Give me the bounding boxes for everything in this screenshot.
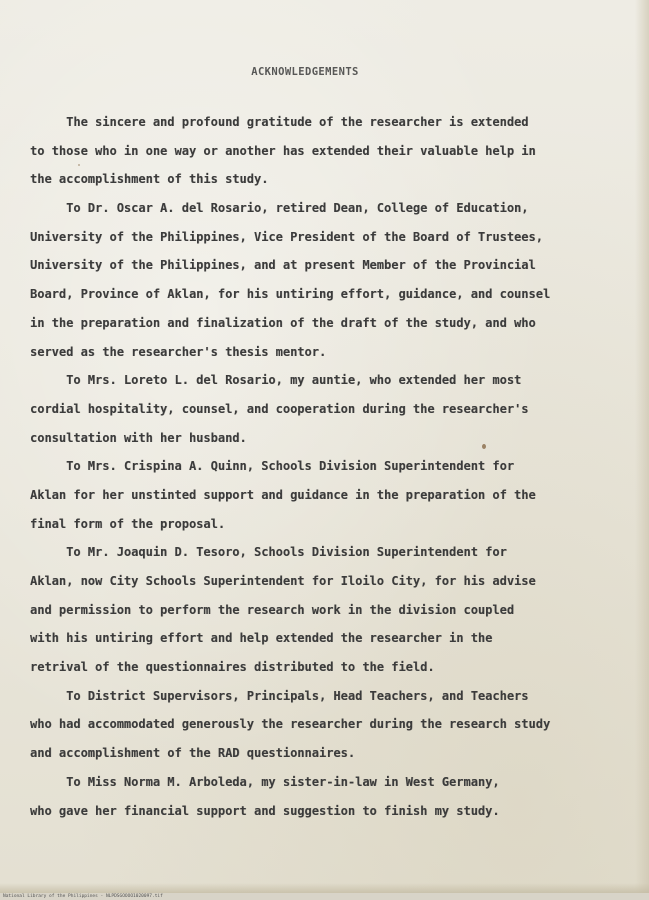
text-line: To Mr. Joaquin D. Tesoro, Schools Division Superintendent for (30, 545, 507, 560)
page-title: ACKNOWLEDGEMENTS (251, 66, 359, 78)
page-edge-shadow-right (635, 0, 649, 893)
text-line: with his untiring effort and help extended the researcher in the (30, 631, 493, 646)
acknowledgement-body (30, 108, 610, 825)
text-line: who gave her financial support and suggestion to finish my study. (30, 803, 500, 818)
text-line: To Dr. Oscar A. del Rosario, retired Dean, College of Education, (30, 201, 529, 216)
text-line: retrival of the questionnaires distributed to the field. (30, 660, 435, 675)
text-line: cordial hospitality, counsel, and cooperation during the researcher's (30, 401, 529, 416)
text-line: served as the researcher's thesis mentor. (30, 344, 327, 359)
scan-footer: National Library of the Philippines - NLPDSGOOOO1020097.tif (0, 893, 649, 900)
text-line: To District Supervisors, Principals, Head Teachers, and Teachers (30, 688, 529, 703)
text-line: in the preparation and finalization of the draft of the study, and who (30, 315, 536, 330)
text-line: Aklan, now City Schools Superintendent for Iloilo City, for his advise (30, 574, 536, 588)
text-line: who had accommodated generously the researcher during the research study (30, 717, 551, 732)
text-line: and permission to perform the research work in the division coupled (30, 602, 515, 617)
text-line: University of the Philippines, and at present Member of the Provincial (30, 258, 536, 273)
text-line: The sincere and profound gratitude of the researcher is extended (30, 115, 529, 129)
text-line: consultation with her husband. (30, 430, 247, 445)
text-line: and accomplishment of the RAD questionnaires. (30, 746, 356, 761)
text-line: Board, Province of Aklan, for his untiring effort, guidance, and counsel (30, 287, 551, 302)
text-line: final form of the proposal. (30, 516, 226, 531)
text-line: To Mrs. Loreto L. del Rosario, my auntie, who extended her most (30, 373, 522, 388)
text-line: Aklan for her unstinted support and guidance in the preparation of the (30, 487, 536, 502)
text-line: To Miss Norma M. Arboleda, my sister-in-law in West Germany, (30, 774, 500, 789)
text-line: the accomplishment of this study. (30, 172, 269, 187)
text-line: to those who in one way or another has extended their valuable help in (30, 143, 536, 158)
text-line: To Mrs. Crispina A. Quinn, Schools Division Superintendent for (30, 459, 515, 474)
text-line: University of the Philippines, Vice President of the Board of Trustees, (30, 229, 543, 244)
page-edge-shadow-bottom (0, 883, 649, 893)
